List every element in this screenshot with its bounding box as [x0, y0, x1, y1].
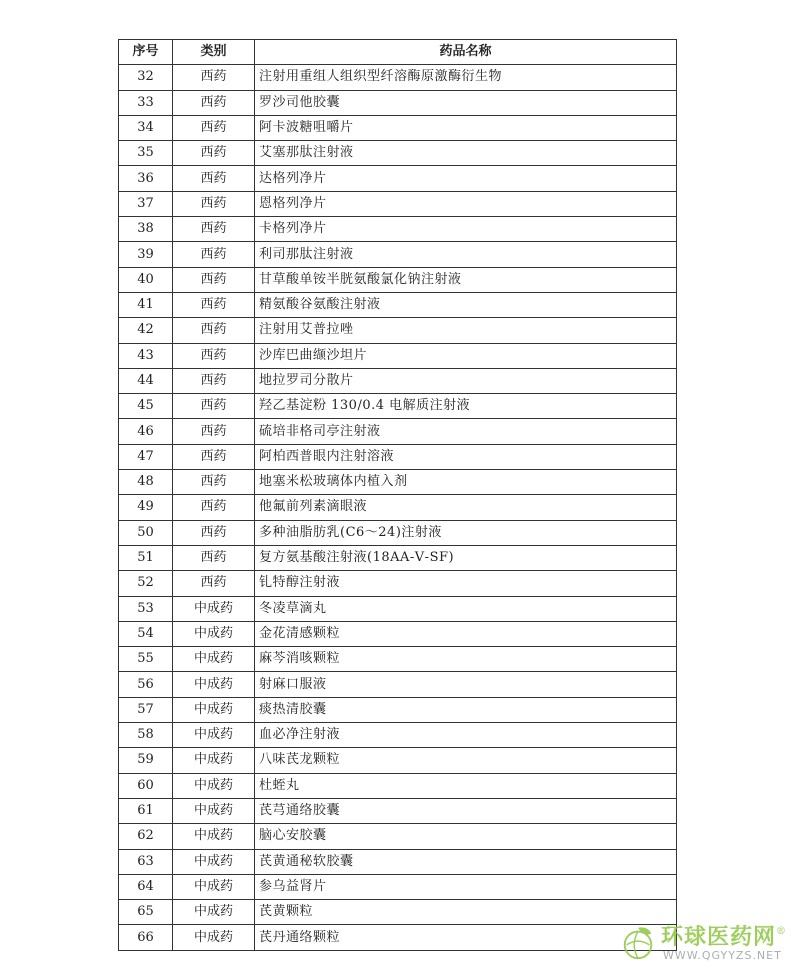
cell-drug-name: 芪丹通络颗粒: [255, 925, 677, 950]
cell-drug-name: 芪芎通络胶囊: [255, 798, 677, 823]
watermark-title: 环球医药网: [660, 925, 776, 950]
cell-serial-number: 60: [119, 773, 173, 798]
table-row: [119, 900, 677, 925]
cell-drug-name: 痰热清胶囊: [255, 697, 677, 722]
table-row: [119, 419, 677, 444]
cell-category: 中成药: [173, 596, 255, 621]
cell-drug-name: 冬凌草滴丸: [255, 596, 677, 621]
cell-drug-name: 达格列净片: [255, 166, 677, 191]
table-row: [119, 470, 677, 495]
cell-category: 西药: [173, 217, 255, 242]
cell-drug-name: 参乌益肾片: [255, 874, 677, 899]
cell-category: 中成药: [173, 900, 255, 925]
cell-category: 中成药: [173, 748, 255, 773]
table-row: [119, 115, 677, 140]
site-watermark: [619, 924, 786, 962]
cell-serial-number: 38: [119, 217, 173, 242]
table-row: [119, 343, 677, 368]
table-row: [119, 318, 677, 343]
cell-drug-name: 恩格列净片: [255, 191, 677, 216]
cell-category: 中成药: [173, 647, 255, 672]
cell-category: 中成药: [173, 621, 255, 646]
cell-category: 西药: [173, 90, 255, 115]
cell-drug-name: 甘草酸单铵半胱氨酸氯化钠注射液: [255, 267, 677, 292]
cell-category: 西药: [173, 292, 255, 317]
header-drug-name: 药品名称: [255, 40, 677, 65]
cell-category: 西药: [173, 545, 255, 570]
cell-category: 西药: [173, 141, 255, 166]
table-row: [119, 191, 677, 216]
table-row: [119, 798, 677, 823]
cell-category: 西药: [173, 571, 255, 596]
table-row: [119, 217, 677, 242]
cell-serial-number: 61: [119, 798, 173, 823]
table-row: [119, 495, 677, 520]
table-row: [119, 647, 677, 672]
cell-serial-number: 56: [119, 672, 173, 697]
cell-serial-number: 63: [119, 849, 173, 874]
cell-serial-number: 36: [119, 166, 173, 191]
cell-drug-name: 硫培非格司亭注射液: [255, 419, 677, 444]
table-row: [119, 596, 677, 621]
table-row: [119, 621, 677, 646]
cell-serial-number: 40: [119, 267, 173, 292]
cell-serial-number: 53: [119, 596, 173, 621]
cell-drug-name: 麻芩消咳颗粒: [255, 647, 677, 672]
cell-category: 西药: [173, 267, 255, 292]
cell-category: 中成药: [173, 824, 255, 849]
watermark-url: WWW.QGYYZS.NET: [662, 949, 782, 962]
table-row: [119, 824, 677, 849]
table-row: [119, 292, 677, 317]
table-row: [119, 748, 677, 773]
cell-serial-number: 52: [119, 571, 173, 596]
cell-serial-number: 48: [119, 470, 173, 495]
cell-serial-number: 46: [119, 419, 173, 444]
cell-serial-number: 50: [119, 520, 173, 545]
cell-serial-number: 64: [119, 874, 173, 899]
cell-serial-number: 62: [119, 824, 173, 849]
cell-category: 中成药: [173, 798, 255, 823]
table-body: [119, 65, 677, 950]
cell-category: 中成药: [173, 849, 255, 874]
table-row: [119, 697, 677, 722]
cell-category: 西药: [173, 394, 255, 419]
cell-drug-name: 复方氨基酸注射液(18AA-Ⅴ-SF): [255, 545, 677, 570]
header-serial-number: 序号: [119, 40, 173, 65]
cell-category: 西药: [173, 115, 255, 140]
table-row: [119, 571, 677, 596]
table-row: [119, 267, 677, 292]
cell-drug-name: 芪黄颗粒: [255, 900, 677, 925]
registered-mark: ®: [776, 926, 786, 937]
table-row: [119, 520, 677, 545]
table-row: [119, 925, 677, 950]
cell-drug-name: 他氟前列素滴眼液: [255, 495, 677, 520]
cell-serial-number: 66: [119, 925, 173, 950]
cell-drug-name: 羟乙基淀粉 130/0.4 电解质注射液: [255, 394, 677, 419]
table-row: [119, 849, 677, 874]
cell-category: 西药: [173, 191, 255, 216]
cell-drug-name: 钆特醇注射液: [255, 571, 677, 596]
cell-drug-name: 地拉罗司分散片: [255, 368, 677, 393]
table-row: [119, 545, 677, 570]
cell-drug-name: 脑心安胶囊: [255, 824, 677, 849]
cell-category: 中成药: [173, 672, 255, 697]
cell-serial-number: 32: [119, 65, 173, 90]
table-row: [119, 242, 677, 267]
cell-category: 中成药: [173, 773, 255, 798]
cell-category: 中成药: [173, 723, 255, 748]
cell-category: 中成药: [173, 925, 255, 950]
table-row: [119, 723, 677, 748]
cell-serial-number: 59: [119, 748, 173, 773]
cell-drug-name: 利司那肽注射液: [255, 242, 677, 267]
cell-drug-name: 八味芪龙颗粒: [255, 748, 677, 773]
cell-drug-name: 杜蛭丸: [255, 773, 677, 798]
cell-category: 西药: [173, 444, 255, 469]
cell-drug-name: 金花清感颗粒: [255, 621, 677, 646]
cell-category: 西药: [173, 495, 255, 520]
cell-drug-name: 血必净注射液: [255, 723, 677, 748]
cell-serial-number: 41: [119, 292, 173, 317]
cell-drug-name: 阿卡波糖咀嚼片: [255, 115, 677, 140]
cell-drug-name: 阿柏西普眼内注射溶液: [255, 444, 677, 469]
table-row: [119, 394, 677, 419]
cell-drug-name: 精氨酸谷氨酸注射液: [255, 292, 677, 317]
table-row: [119, 90, 677, 115]
table-row: [119, 141, 677, 166]
cell-drug-name: 罗沙司他胶囊: [255, 90, 677, 115]
cell-serial-number: 58: [119, 723, 173, 748]
cell-drug-name: 射麻口服液: [255, 672, 677, 697]
cell-category: 西药: [173, 470, 255, 495]
cell-drug-name: 地塞米松玻璃体内植入剂: [255, 470, 677, 495]
cell-serial-number: 39: [119, 242, 173, 267]
cell-serial-number: 47: [119, 444, 173, 469]
cell-serial-number: 42: [119, 318, 173, 343]
cell-serial-number: 54: [119, 621, 173, 646]
cell-drug-name: 注射用重组人组织型纤溶酶原激酶衍生物: [255, 65, 677, 90]
cell-drug-name: 艾塞那肽注射液: [255, 141, 677, 166]
table-row: [119, 773, 677, 798]
cell-category: 西药: [173, 166, 255, 191]
cell-serial-number: 33: [119, 90, 173, 115]
cell-serial-number: 44: [119, 368, 173, 393]
cell-serial-number: 55: [119, 647, 173, 672]
cell-category: 中成药: [173, 874, 255, 899]
cell-serial-number: 65: [119, 900, 173, 925]
leaf-globe-icon: [619, 924, 657, 962]
table-row: [119, 444, 677, 469]
cell-serial-number: 34: [119, 115, 173, 140]
table-row: [119, 874, 677, 899]
header-category: 类别: [173, 40, 255, 65]
cell-category: 西药: [173, 65, 255, 90]
cell-serial-number: 45: [119, 394, 173, 419]
cell-serial-number: 51: [119, 545, 173, 570]
cell-category: 中成药: [173, 697, 255, 722]
table-row: [119, 672, 677, 697]
cell-category: 西药: [173, 520, 255, 545]
cell-drug-name: 芪黄通秘软胶囊: [255, 849, 677, 874]
cell-serial-number: 35: [119, 141, 173, 166]
cell-drug-name: 卡格列净片: [255, 217, 677, 242]
cell-drug-name: 注射用艾普拉唑: [255, 318, 677, 343]
cell-category: 西药: [173, 242, 255, 267]
cell-serial-number: 43: [119, 343, 173, 368]
drug-list-table: [118, 39, 677, 951]
cell-category: 西药: [173, 368, 255, 393]
cell-serial-number: 57: [119, 697, 173, 722]
cell-category: 西药: [173, 419, 255, 444]
cell-serial-number: 37: [119, 191, 173, 216]
cell-drug-name: 沙库巴曲缬沙坦片: [255, 343, 677, 368]
cell-drug-name: 多种油脂肪乳(C6～24)注射液: [255, 520, 677, 545]
table-row: [119, 166, 677, 191]
cell-serial-number: 49: [119, 495, 173, 520]
table-row: [119, 65, 677, 90]
table-header-row: [119, 40, 677, 65]
cell-category: 西药: [173, 318, 255, 343]
cell-category: 西药: [173, 343, 255, 368]
table-row: [119, 368, 677, 393]
